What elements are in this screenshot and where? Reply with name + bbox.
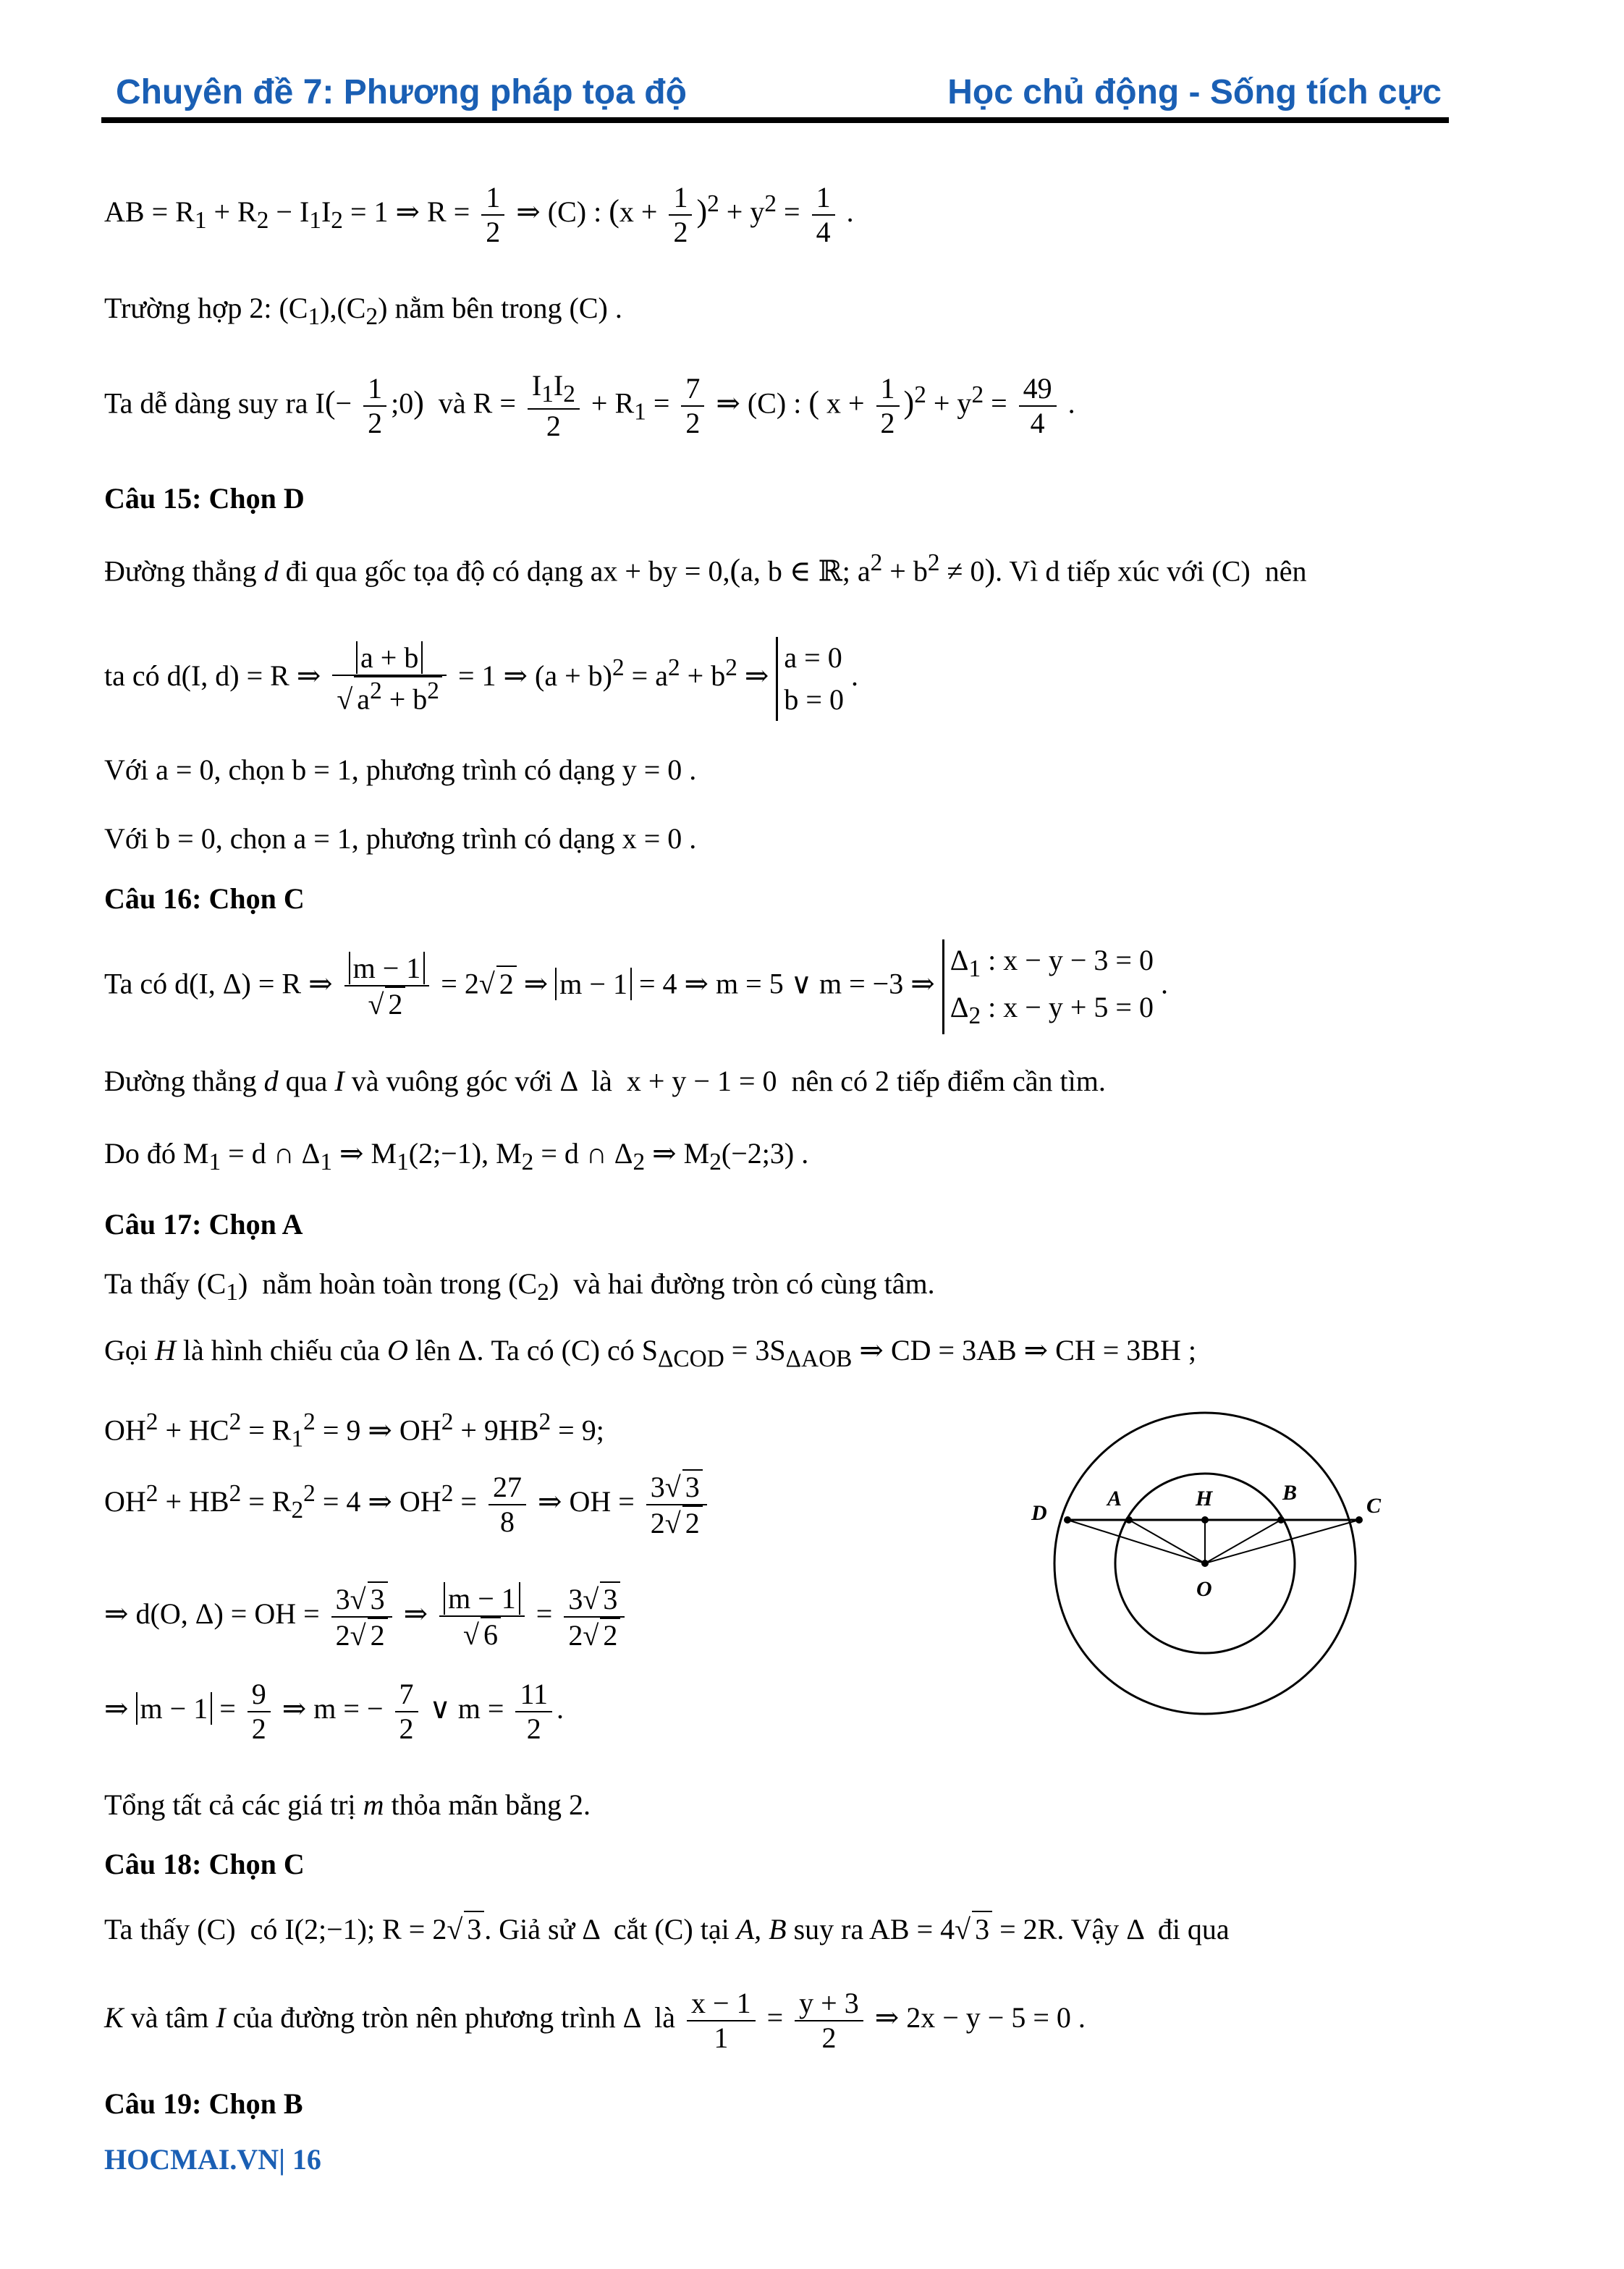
q15-line3: Với a = 0, chọn b = 1, phương trình có dạng y = 0 . [104,753,697,786]
q17-line5: ⇒ d(O, Δ) = OH = $\frac{3√ 3}{2√ 2}$ ⇒ $\frac{m - 1}{√ 6}$ = $\frac{3√ 3}{2√ 2}$ [104,1581,629,1652]
q16-line2: Đường thẳng d qua I và vuông góc với Δ là x + y − 1 = 0 nên có 2 tiếp điểm cần tìm. [104,1065,1106,1097]
point-a [1125,1516,1133,1524]
case-2: Trường hợp 2: $(C_1),(C_2)$ nằm bên trong (C) . [104,292,622,330]
header-rule [101,117,1449,123]
q16-line3: Do đó $M_1 = d$ ∩ $\Delta_1$ ⇒ $M_1(2;-1)$, $M_2 = d$ ∩ $\Delta_2$ ⇒ $M_2(-2;3)$ . [104,1137,809,1175]
point-b [1277,1516,1285,1524]
segment-oc [1205,1520,1359,1563]
segment-ob [1205,1520,1281,1563]
q15-line4: Với b = 0, chọn a = 1, phương trình có dạng x = 0 . [104,822,697,855]
q18-line2: K và tâm I của đường tròn nên phương trình Δ là $\frac{x - 1}{1}$ = $\frac{y + 3}{2}$ ⇒ 2x − y − 5 = 0 . [104,1987,1086,2054]
label-a: A [1107,1487,1122,1510]
q15-heading: Câu 15: Chọn D [104,482,305,515]
q16-line1: Ta có d(I, Δ) = R ⇒ $\frac{m - 1}{√ 2}$ = 2√ 2 ⇒ m − 1 = 4 ⇒ m = 5 ∨ m = −3 ⇒ $\Delta_1$ : x − y − 3 = 0 $\Delta_2$ : x − y + 5 = 0 . [104,939,1168,1034]
label-b: B [1282,1481,1298,1505]
segment-oa [1129,1520,1205,1563]
q15-line2: ta có d(I, d) = R ⇒ $\frac{a + b}{√ a^2 + b^2}$ = 1 ⇒ $(a + b)^2 = a^2 + b^2$ ⇒ a = 0 b = 0 . [104,637,858,721]
label-d: D [1031,1501,1047,1525]
point-d [1064,1516,1071,1524]
q17-line3: $OH^2 + HC^2 = R_1^2 = 9$ ⇒ $OH^2 + 9HB^2 = 9$; [104,1408,604,1453]
q17-line2: Gọi H là hình chiếu của O lên Δ. Ta có (C) có $S_{\Delta COD} = 3S_{\Delta AOB}$ ⇒ CD = 3AB ⇒ CH = 3BH ; [104,1334,1196,1372]
q19-heading: Câu 19: Chọn B [104,2087,303,2120]
header-left: Chuyên đề 7: Phương pháp tọa độ [116,73,687,111]
q18-heading: Câu 18: Chọn C [104,1848,305,1880]
point-o [1201,1560,1209,1567]
q17-line7: Tổng tất cả các giá trị m thỏa mãn bằng 2. [104,1788,591,1821]
label-o: O [1196,1577,1212,1601]
header-right: Học chủ động - Sống tích cực [947,73,1442,111]
q17-line4: $OH^2 + HB^2 = R_2^2 = 4$ ⇒ $OH^2$ = $\frac{27}{8}$ ⇒ OH = $\frac{3√ 3}{2√ 2}$ [104,1469,711,1540]
label-c: C [1366,1494,1382,1518]
q16-heading: Câu 16: Chọn C [104,882,305,915]
q15-line1: Đường thẳng d đi qua gốc tọa độ có dạng ax + by = 0,(a, b ∈ ℝ; $a^2 + b^2 \ne 0$). Vì d tiếp xúc với (C) nên [104,549,1307,588]
circles-diagram [1020,1411,1397,1737]
point-h [1201,1516,1209,1524]
q18-line1: Ta thấy (C) có I(2;−1); R = 2√ 3 . Giả sử Δ cắt (C) tại A, B suy ra AB = 4√ 3 = 2R. Vậy Δ đi qua [104,1911,1230,1947]
label-h: H [1196,1487,1213,1510]
footer: HOCMAI.VN| 16 [104,2143,321,2176]
q17-line6: ⇒ m − 1 = $\frac{9}{2}$ ⇒ m = − $\frac{7}{2}$ ∨ m = $\frac{11}{2}$ . [104,1678,564,1745]
q17-line1: Ta thấy $(C_1)$ nằm hoàn toàn trong $(C_2)$ và hai đường tròn có cùng tâm. [104,1267,935,1306]
eq-center: Ta dễ dàng suy ra I(− $\frac{1}{2}$ ;0) và R = $\frac{I_1I_2}{2}$ + $R_1$ = $\frac{7}{2}$ ⇒ (C) : ( x + $\frac{1}{2}$ )$^2 + y^2$ = $\frac{49}{4}$ . [104,369,1075,443]
eq-ab: AB = $R_1 + R_2 - I_1I_2 = 1$ ⇒ R = $\frac{1}{2}$ ⇒ (C) : (x + $\frac{1}{2}$ )$^2 + y^2$ = $\frac{1}{4}$ . [104,181,854,248]
q17-heading: Câu 17: Chọn A [104,1208,303,1241]
segment-od [1067,1520,1205,1563]
point-c [1356,1516,1363,1524]
